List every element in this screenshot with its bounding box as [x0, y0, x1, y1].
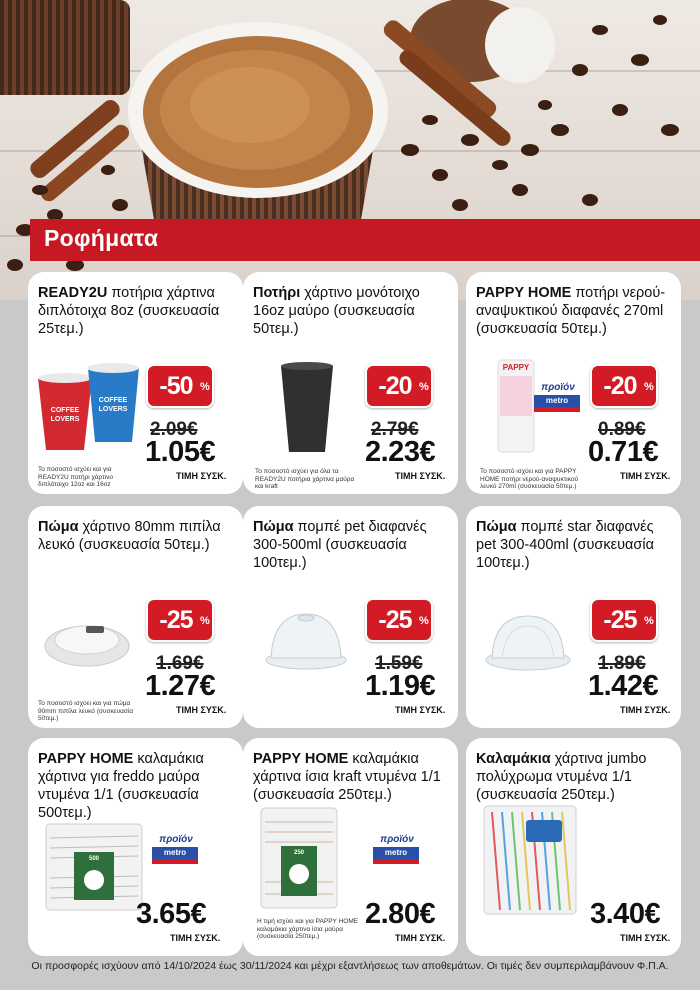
product-description: χάρτινο μονότοιχο 16oz μαύρο (συσκευασία 50τεμ.) [253, 285, 420, 337]
product-brand: READY2U [38, 285, 108, 301]
product-brand: Πώμα [476, 519, 517, 535]
unit-label: ΤΙΜΗ ΣΥΣΚ. [620, 471, 671, 481]
discount-value: -20 [378, 372, 412, 400]
discount-percent: % [419, 381, 429, 393]
metro-label: metro [545, 396, 569, 405]
product-brand: Ποτήρι [253, 285, 301, 301]
kraft-straws-pack-image [255, 802, 345, 914]
discount-badge [365, 598, 433, 642]
product-card-9[interactable] [466, 738, 681, 956]
product-title [476, 284, 676, 338]
product-title [253, 750, 453, 804]
unit-label: ΤΙΜΗ ΣΥΣΚ. [395, 933, 446, 943]
unit-label: ΤΙΜΗ ΣΥΣΚ. [395, 705, 446, 715]
discount-percent: % [419, 615, 429, 627]
discount-percent: % [200, 615, 210, 627]
proion-metro-badge [150, 834, 200, 866]
product-brand: PAPPY HOME [253, 751, 349, 767]
new-price: 0.71€ [588, 436, 659, 468]
metro-label: metro [163, 848, 187, 857]
unit-label: ΤΙΜΗ ΣΥΣΚ. [176, 471, 227, 481]
product-brand: Καλαμάκια [476, 751, 551, 767]
discount-value: -25 [159, 606, 193, 634]
product-description: καλαμάκια χάρτινα για freddo μαύρα ντυμένα 1/1 (συσκευασία 500τεμ.) [38, 751, 204, 821]
product-note: Το ποσοστό ισχύει για όλα τα READY2U ποτήρια χάρτινα μαύρα και kraft [255, 468, 355, 490]
unit-label: ΤΙΜΗ ΣΥΣΚ. [620, 933, 671, 943]
discount-badge [146, 364, 214, 408]
white-lid-image [42, 612, 132, 672]
product-card-4[interactable] [28, 506, 243, 728]
old-price: 1.89€ [598, 653, 646, 674]
discount-value: -20 [603, 372, 637, 400]
black-cup-image [277, 360, 337, 456]
discount-percent: % [644, 615, 654, 627]
product-description: πομπέ pet διαφανές 300-500ml (συσκευασία 100τεμ.) [253, 519, 427, 571]
discount-badge [365, 364, 433, 408]
jumbo-straws-pack-image [480, 802, 580, 918]
proion-label: προϊόν [380, 834, 414, 845]
discount-badge [590, 598, 658, 642]
proion-metro-badge [532, 382, 582, 414]
product-card-1[interactable] [28, 272, 243, 494]
product-note: Το ποσοστό ισχύει και για READY2U ποτήρι χάρτινο διπλότοιχο 12oz και 16oz [38, 466, 114, 488]
metro-label: metro [384, 848, 408, 857]
product-description: ποτήρια χάρτινα διπλότοιχα 8oz (συσκευασία 25τεμ.) [38, 285, 220, 337]
product-card-8[interactable] [243, 738, 458, 956]
product-description: χάρτινα jumbo πολύχρωμα ντυμένα 1/1 (συσκευασία 250τεμ.) [476, 751, 647, 803]
proion-label: προϊόν [541, 382, 575, 393]
dome-lid-image [261, 606, 351, 676]
old-price: 2.79€ [371, 419, 419, 440]
product-brand: PAPPY HOME [38, 751, 134, 767]
section-banner [30, 219, 700, 261]
discount-badge [590, 364, 658, 408]
new-price: 1.42€ [588, 670, 659, 702]
proion-label: προϊόν [159, 834, 193, 845]
product-title [38, 518, 238, 554]
product-title [253, 518, 453, 572]
old-price: 2.09€ [150, 419, 198, 440]
svg-text:COFFEE: COFFEE [98, 397, 128, 404]
old-price: 1.69€ [156, 653, 204, 674]
svg-text:COFFEE: COFFEE [50, 407, 80, 414]
star-lid-image [482, 606, 574, 676]
footer-disclaimer: Οι προσφορές ισχύουν από 14/10/2024 έως 30/11/2024 και μέχρι εξαντλήσεως των αποθεμάτων. Οι τιμές δεν συμπεριλαμβάνουν Φ.Π.Α. [31, 960, 669, 972]
product-card-3[interactable] [466, 272, 681, 494]
svg-text:PAPPY: PAPPY [502, 363, 530, 372]
unit-label: ΤΙΜΗ ΣΥΣΚ. [395, 471, 446, 481]
product-brand: PAPPY HOME [476, 285, 572, 301]
discount-value: -50 [159, 372, 193, 400]
new-price: 3.65€ [136, 898, 207, 930]
new-price: 2.80€ [365, 898, 436, 930]
product-title [253, 284, 453, 338]
old-price: 0.89€ [598, 419, 646, 440]
product-card-7[interactable] [28, 738, 243, 956]
product-note: Το ποσοστό ισχύει και για πώμα 90mm πιπίλα λευκό (συσκευασία 50τεμ.) [38, 700, 134, 722]
new-price: 2.23€ [365, 436, 436, 468]
unit-label: ΤΙΜΗ ΣΥΣΚ. [176, 705, 227, 715]
product-description: χάρτινο 80mm πιπίλα λευκό (συσκευασία 50τεμ.) [38, 519, 221, 553]
new-price: 1.05€ [145, 436, 216, 468]
product-card-6[interactable] [466, 506, 681, 728]
discount-value: -25 [603, 606, 637, 634]
discount-value: -25 [378, 606, 412, 634]
unit-label: ΤΙΜΗ ΣΥΣΚ. [170, 933, 221, 943]
product-title [38, 284, 238, 338]
new-price: 3.40€ [590, 898, 661, 930]
svg-text:500: 500 [88, 856, 100, 862]
product-note: Το ποσοστό ισχύει και για PAPPY HOME ποτήρι νερού-αναψυκτικού λευκό 270ml (συσκευασία 50τεμ.) [480, 468, 579, 490]
product-title [476, 750, 676, 804]
product-title [476, 518, 676, 572]
new-price: 1.27€ [145, 670, 216, 702]
proion-metro-badge [371, 834, 421, 866]
product-card-2[interactable] [243, 272, 458, 494]
straws-pack-image [40, 818, 150, 918]
product-description: καλαμάκια χάρτινα ίσια kraft ντυμένα 1/1 (συσκευασία 250τεμ.) [253, 751, 441, 803]
svg-text:250: 250 [293, 850, 305, 856]
product-brand: Πώμα [38, 519, 79, 535]
product-description: ποτήρι νερού- αναψυκτικού διαφανές 270ml (συσκευασία 50τεμ.) [476, 285, 666, 337]
discount-percent: % [200, 381, 210, 393]
coffee-cup [128, 22, 388, 225]
product-note: Η τιμή ισχύει και για PAPPY HOME καλαμάκια χάρτινα ίσια μαύρα (συσκευασία 250τεμ.) [257, 918, 359, 940]
new-price: 1.19€ [365, 670, 436, 702]
svg-text:LOVERS: LOVERS [98, 406, 128, 413]
discount-badge [146, 598, 214, 642]
product-title [38, 750, 238, 822]
product-description: πομπέ star διαφανές pet 300-400ml (συσκευασία 100τεμ.) [476, 519, 654, 571]
unit-label: ΤΙΜΗ ΣΥΣΚ. [620, 705, 671, 715]
section-title: Ροφήματα [44, 225, 159, 251]
paper-cups-image [32, 360, 142, 456]
old-price: 1.59€ [375, 653, 423, 674]
svg-text:LOVERS: LOVERS [50, 416, 80, 423]
product-brand: Πώμα [253, 519, 294, 535]
product-card-5[interactable] [243, 506, 458, 728]
discount-percent: % [644, 381, 654, 393]
